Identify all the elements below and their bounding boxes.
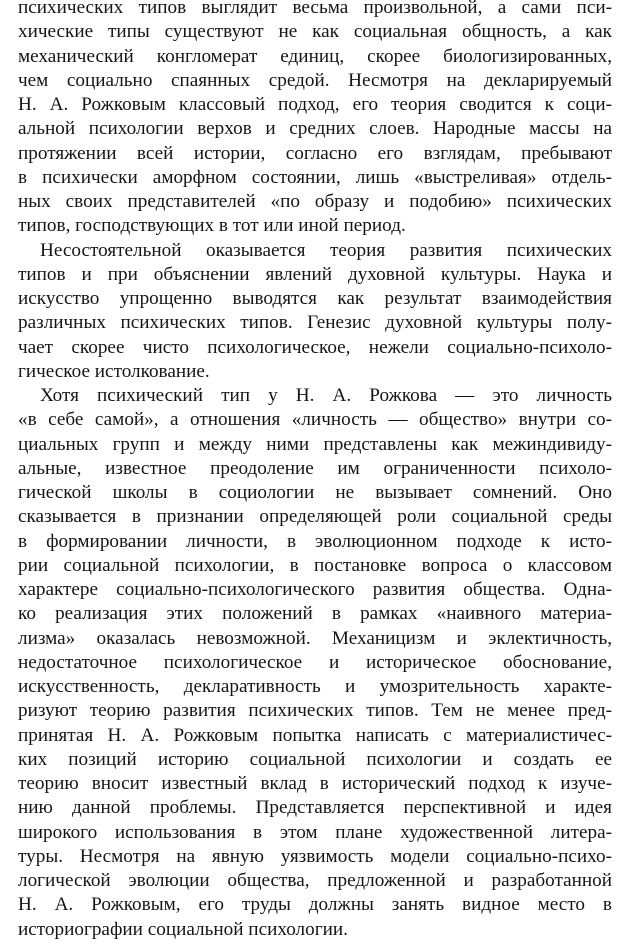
text-line: гической школы в социологии не вызывает сомнений. Оно: [18, 482, 612, 503]
paragraph-3: [18, 384, 612, 942]
text-line: ких позиций историю социальной психологии и создать ее: [18, 748, 612, 770]
text-line: недостаточное психологическое и историческое обоснование,: [18, 651, 612, 673]
text-line: ко реализация этих положений в рамках «наивного материа-: [18, 603, 612, 625]
text-line: туры. Несмотря на явную уязвимость модели социально-психо-: [18, 845, 612, 867]
text-line: механический конгломерат единиц, скорее биологизированных,: [18, 45, 612, 67]
text-line: искусственность, декларативность и умозрительность характе-: [18, 676, 612, 697]
text-line: чает скорее чисто психологическое, нежели социально-психоло-: [18, 336, 612, 358]
text-line: типов, господствующих в тот или иной период.: [18, 215, 406, 237]
text-line: историографии социальной психологии.: [18, 918, 348, 940]
text-line: Н. А. Рожковым классовый подход, его теория сводится к соци-: [18, 94, 612, 115]
text-line: лизма» оказалась невозможной. Механицизм и эклектичность,: [18, 627, 612, 649]
text-line: нию данной проблемы. Представляется перспективной и идея: [18, 797, 612, 819]
text-line: ных своих представителей «по образу и подобию» психических: [18, 191, 612, 212]
text-line: чем социально спаянных средой. Несмотря на декларируемый: [18, 69, 612, 91]
paragraph-1: [18, 0, 612, 239]
text-line: Несостоятельной оказывается теория развития психических: [40, 239, 612, 261]
text-line: сказывается в признании определяющей роли социальной среды: [18, 506, 612, 528]
text-line: циальных групп и между ними представлены как межиндивиду-: [18, 433, 612, 455]
text-line: протяжении всей истории, согласно его взглядам, пребывают: [18, 142, 612, 164]
text-line: рии социальной психологии, в постановке вопроса о классовом: [18, 554, 612, 576]
text-line: альные, известное преодоление им ограниченности психоло-: [18, 457, 612, 479]
text-line: искусство упрощенно выводятся как результат взаимодействия: [18, 288, 612, 309]
text-line: Хотя психический тип у Н. А. Рожкова — это личность: [40, 385, 612, 406]
text-line: гическое истолкование.: [18, 360, 210, 382]
text-line: различных психических типов. Генезис духовной культуры полу-: [18, 312, 612, 334]
text-line: типов и при объяснении явлений духовной культуры. Наука и: [18, 263, 612, 285]
paragraph-2: [18, 239, 612, 385]
text-line: в формировании личности, в эволюционном подходе к исто-: [18, 530, 612, 552]
text-line: в психически аморфном состоянии, лишь «выстреливая» отдель-: [18, 166, 612, 188]
text-line: принятая Н. А. Рожковым попытка написать с материалистичес-: [18, 724, 612, 746]
text-line: характере социально-психологического развития общества. Одна-: [18, 579, 612, 600]
text-line: альной психологии верхов и средних слоев. Народные массы на: [18, 118, 612, 140]
text-line: теорию вносит известный вклад в исторический подход к изуче-: [18, 773, 612, 794]
text-line: логической эволюции общества, предложенной и разработанной: [18, 870, 612, 891]
text-line: широкого использования в этом плане художественной литера-: [18, 821, 612, 843]
text-line: «в себе самой», а отношения «личность — общество» внутри со-: [18, 409, 612, 431]
text-line: ризуют теорию развития психических типов. Тем не менее пред-: [18, 700, 612, 722]
text-line: хические типы существуют не как социальная общность, а как: [18, 21, 612, 43]
text-line: Н. А. Рожковым, его труды должны занять видное место в: [18, 894, 612, 916]
text-line: психических типов выглядит весьма произвольной, а сами пси-: [18, 0, 612, 18]
book-page: [18, 0, 612, 942]
